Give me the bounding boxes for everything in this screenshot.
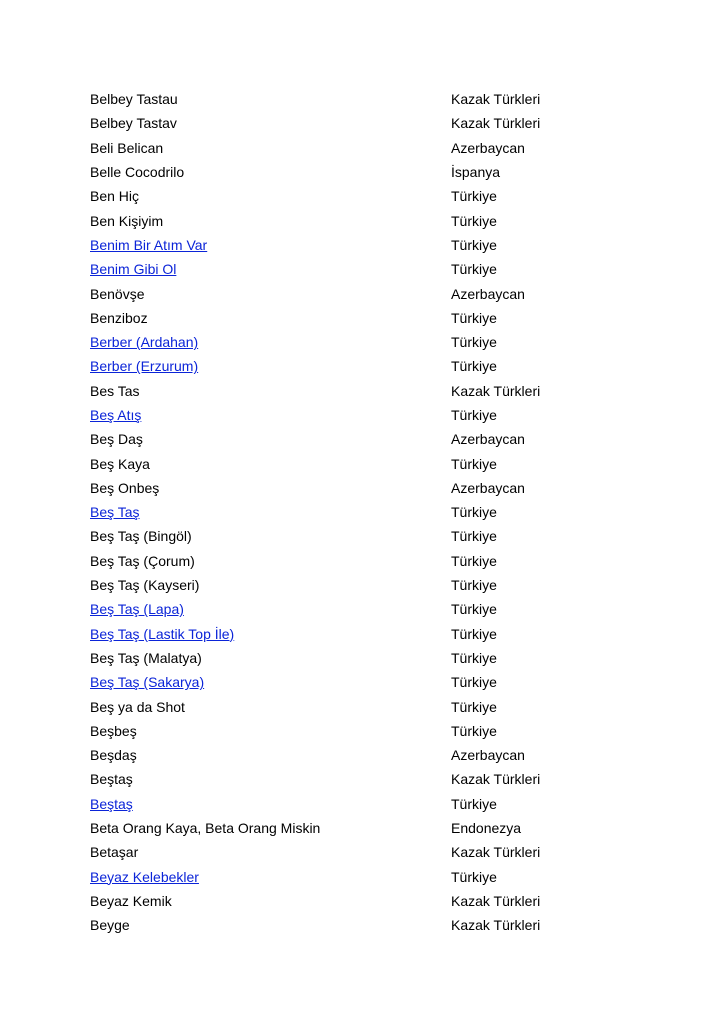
game-name: Beş Daş	[90, 431, 143, 448]
list-item	[90, 354, 650, 378]
list-item	[90, 476, 650, 500]
country-label: Türkiye	[451, 528, 497, 545]
list-item	[90, 694, 650, 718]
game-name: Belbey Tastau	[90, 91, 178, 108]
list-item	[90, 597, 650, 621]
country-label: Türkiye	[451, 188, 497, 205]
game-name-link[interactable]: Beş Taş	[90, 504, 140, 521]
game-name-link[interactable]: Beştaş	[90, 795, 133, 812]
list-item	[90, 233, 650, 257]
list-item	[90, 160, 650, 184]
game-name-link[interactable]: Berber (Erzurum)	[90, 358, 199, 375]
list-item	[90, 281, 650, 305]
game-name-link[interactable]: Beş Taş (Sakarya)	[90, 674, 205, 691]
game-name-link[interactable]: Beş Taş (Lastik Top İle)	[90, 625, 235, 642]
list-item	[90, 379, 650, 403]
list-item	[90, 306, 650, 330]
game-name-link[interactable]: Berber (Ardahan)	[90, 334, 199, 351]
game-name: Ben Hiç	[90, 188, 140, 205]
country-label: Türkiye	[451, 577, 497, 594]
country-label: Türkiye	[451, 261, 497, 278]
game-name: Beş Kaya	[90, 455, 150, 472]
list-item	[90, 136, 650, 160]
country-label: Türkiye	[451, 455, 497, 472]
country-label: Endonezya	[451, 820, 522, 837]
game-name: Beştaş	[90, 771, 133, 788]
country-label: Azerbaycan	[451, 285, 525, 302]
country-label: Türkiye	[451, 407, 497, 423]
game-name: Beş Taş (Malatya)	[90, 649, 202, 666]
list-item	[90, 111, 650, 135]
game-name-link[interactable]: Beş Taş (Lapa)	[90, 601, 184, 618]
list-item	[90, 767, 650, 791]
game-name: Beş Onbeş	[90, 479, 160, 496]
game-name: Ben Kişiyim	[90, 212, 164, 229]
list-item	[90, 646, 650, 670]
country-label: Türkiye	[451, 625, 497, 642]
game-name: Belbey Tastav	[90, 115, 177, 132]
list-item	[90, 670, 650, 694]
country-label: Kazak Türkleri	[451, 382, 541, 399]
list-item	[90, 330, 650, 354]
country-label: Azerbaycan	[451, 431, 525, 448]
list-item	[90, 840, 650, 864]
game-name: Beta Orang Kaya, Beta Orang Miskin	[90, 820, 321, 837]
country-label: Azerbaycan	[451, 139, 525, 156]
game-name: Betaşar	[90, 844, 139, 861]
country-label: Türkiye	[451, 552, 497, 569]
list-item	[90, 257, 650, 281]
country-label: Türkiye	[451, 795, 497, 812]
list-item	[90, 865, 650, 889]
list-item	[90, 792, 650, 816]
country-label: Kazak Türkleri	[451, 115, 541, 132]
list-item	[90, 500, 650, 524]
country-label: Kazak Türkleri	[451, 844, 541, 861]
list-item	[90, 622, 650, 646]
country-label: Türkiye	[451, 212, 497, 229]
game-name: Benövşe	[90, 285, 145, 302]
country-label: Kazak Türkleri	[451, 917, 541, 934]
game-name-link[interactable]: Beyaz Kelebekler	[90, 868, 199, 885]
list-item	[90, 743, 650, 767]
game-name: Beş ya da Shot	[90, 698, 185, 715]
game-name-link[interactable]: Benim Gibi Ol	[90, 261, 177, 278]
list-item	[90, 427, 650, 451]
list-item	[90, 719, 650, 743]
game-name: Beş Taş (Kayseri)	[90, 577, 200, 594]
list-item	[90, 184, 650, 208]
game-name: Belle Cocodrilo	[90, 164, 185, 181]
country-label: Türkiye	[451, 309, 497, 326]
game-name: Beş Taş (Çorum)	[90, 552, 195, 569]
game-name: Benziboz	[90, 309, 148, 326]
game-name: Beşdaş	[90, 747, 137, 764]
list-item	[90, 889, 650, 913]
country-label: Türkiye	[451, 674, 497, 691]
country-label: Türkiye	[451, 868, 497, 885]
country-label: Kazak Türkleri	[451, 892, 541, 909]
list-item	[90, 451, 650, 475]
game-name: Beş Taş (Bingöl)	[90, 528, 192, 545]
game-list	[90, 87, 650, 937]
game-name: Beyaz Kemik	[90, 892, 172, 909]
country-label: Türkiye	[451, 334, 497, 351]
game-name: Beli Belican	[90, 139, 164, 156]
list-item	[90, 913, 650, 937]
list-item	[90, 573, 650, 597]
list-item	[90, 549, 650, 573]
list-item	[90, 816, 650, 840]
list-item	[90, 87, 650, 111]
country-label: Türkiye	[451, 698, 497, 715]
country-label: Kazak Türkleri	[451, 771, 541, 788]
country-label: Türkiye	[451, 601, 497, 618]
list-item	[90, 524, 650, 548]
game-name-link[interactable]: Benim Bir Atım Var	[90, 236, 208, 253]
list-item	[90, 403, 650, 427]
game-name-link[interactable]: Beş Atış	[90, 407, 142, 423]
game-name: Bes Tas	[90, 382, 140, 399]
country-label: Kazak Türkleri	[451, 91, 541, 108]
game-name: Beşbeş	[90, 722, 137, 739]
country-label: Türkiye	[451, 236, 497, 253]
country-label: Azerbaycan	[451, 479, 525, 496]
country-label: Azerbaycan	[451, 747, 525, 764]
country-label: Türkiye	[451, 504, 497, 521]
country-label: İspanya	[451, 164, 501, 181]
country-label: Türkiye	[451, 358, 497, 375]
country-label: Türkiye	[451, 722, 497, 739]
country-label: Türkiye	[451, 649, 497, 666]
game-name: Beyge	[90, 917, 130, 934]
list-item	[90, 208, 650, 232]
